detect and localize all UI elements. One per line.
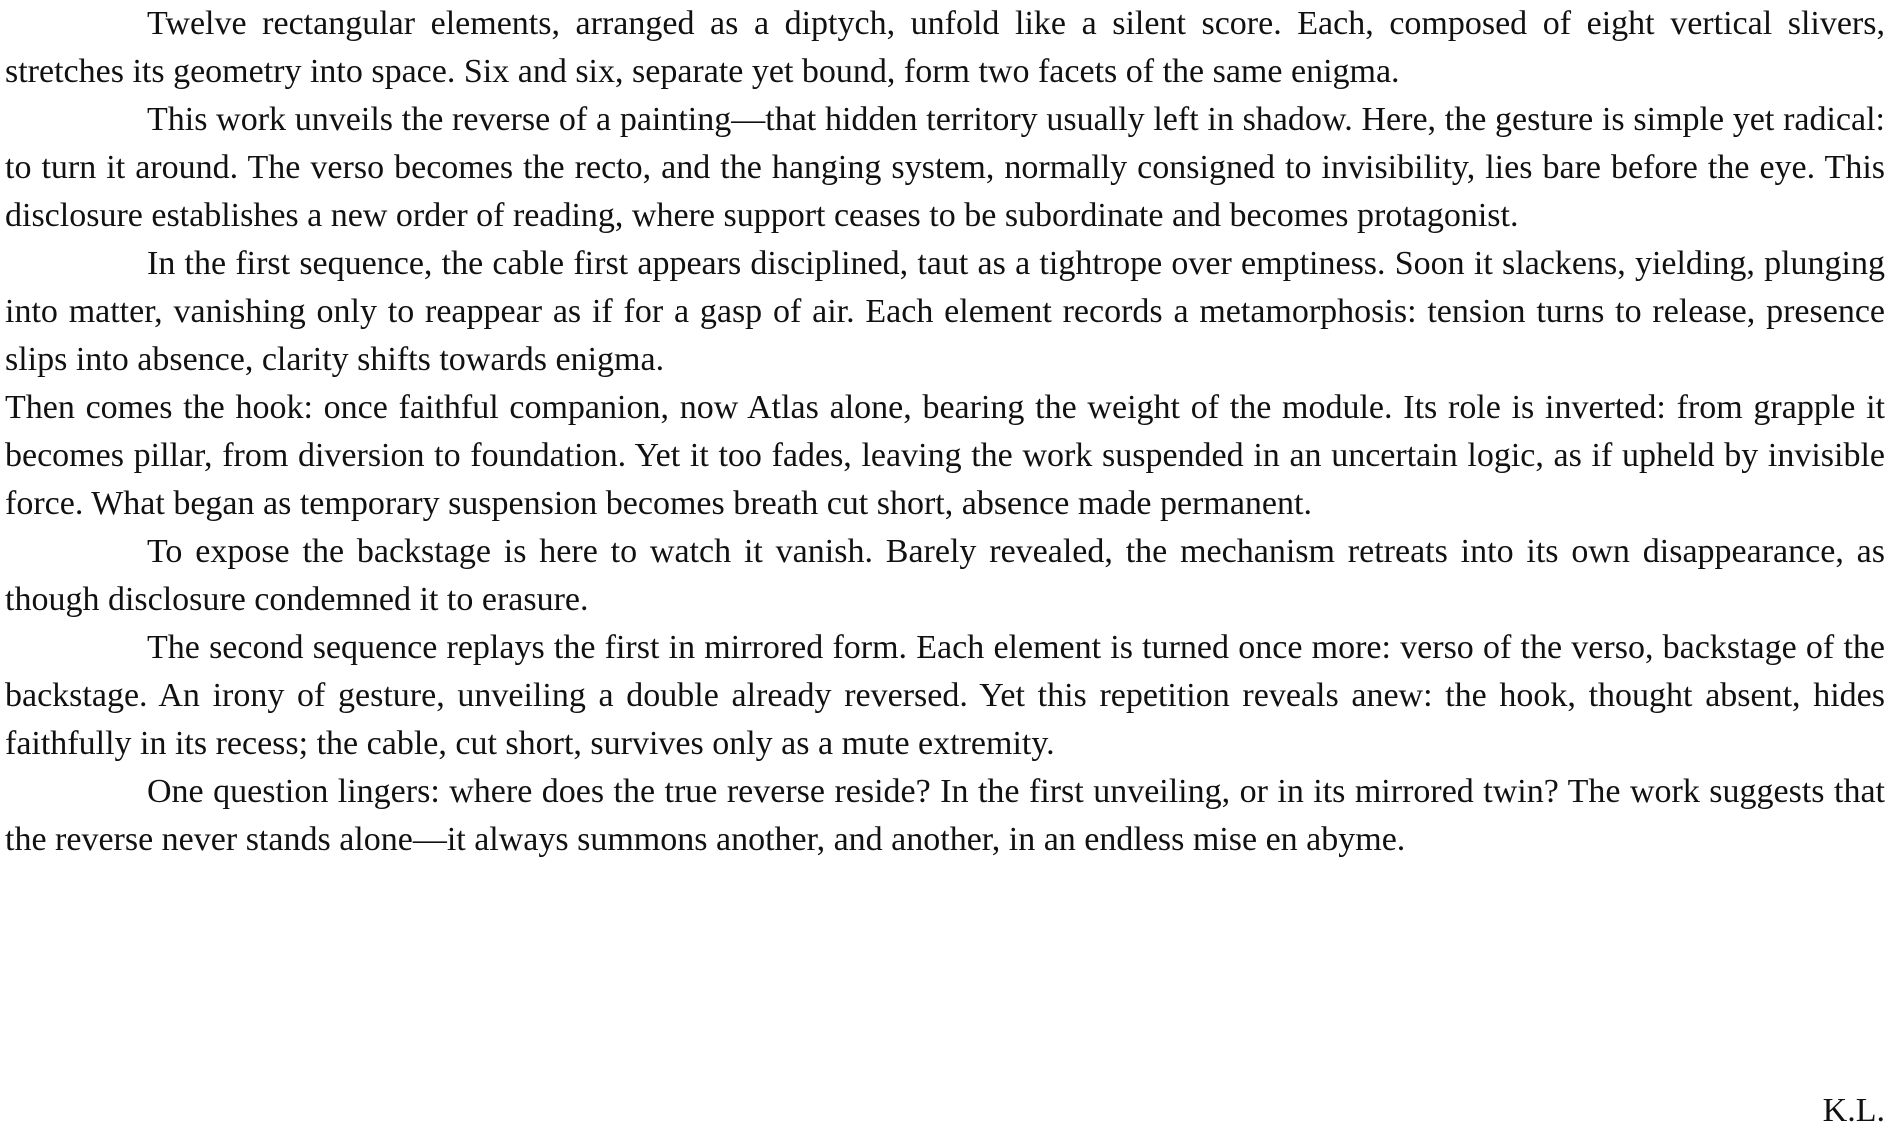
paragraph-5: To expose the backstage is here to watch it vanish. Barely revealed, the mechanism retreats into its own disappearance, as though disclosure condemned it to erasure. [5,533,1885,618]
author-signature: K.L. [1822,1092,1885,1129]
document-body [5,0,1885,864]
paragraph-3: In the first sequence, the cable first appears disciplined, taut as a tightrope over emptiness. Soon it slackens, yielding, plunging into matter, vanishing only to reappear as if for a gasp of air. Each element records a metamorphosis: tension turns to release, presence slips into absence, clarity shifts towards enigma. [5,245,1885,378]
paragraph-2: This work unveils the reverse of a painting—that hidden territory usually left in shadow. Here, the gesture is simple yet radical: to turn it around. The verso becomes the recto, and the hanging system, normally consigned to invisibility, lies bare before the eye. This disclosure establishes a new order of reading, where support ceases to be subordinate and becomes protagonist. [5,101,1885,234]
paragraph-7: One question lingers: where does the true reverse reside? In the first unveiling, or in its mirrored twin? The work suggests that the reverse never stands alone—it always summons another, and another, in an endless mise en abyme. [5,773,1885,858]
paragraph-4: Then comes the hook: once faithful companion, now Atlas alone, bearing the weight of the module. Its role is inverted: from grapple it becomes pillar, from diversion to foundation. Yet it too fades, leaving the work suspended in an uncertain logic, as if upheld by invisible force. What began as temporary suspension becomes breath cut short, absence made permanent. [5,389,1885,522]
paragraph-1: Twelve rectangular elements, arranged as a diptych, unfold like a silent score. Each, composed of eight vertical slivers, stretches its geometry into space. Six and six, separate yet bound, form two facets of the same enigma. [5,5,1885,90]
paragraph-6: The second sequence replays the first in mirrored form. Each element is turned once more: verso of the verso, backstage of the backstage. An irony of gesture, unveiling a double already reversed. Yet this repetition reveals anew: the hook, thought absent, hides faithfully in its recess; the cable, cut short, survives only as a mute extremity. [5,629,1885,762]
